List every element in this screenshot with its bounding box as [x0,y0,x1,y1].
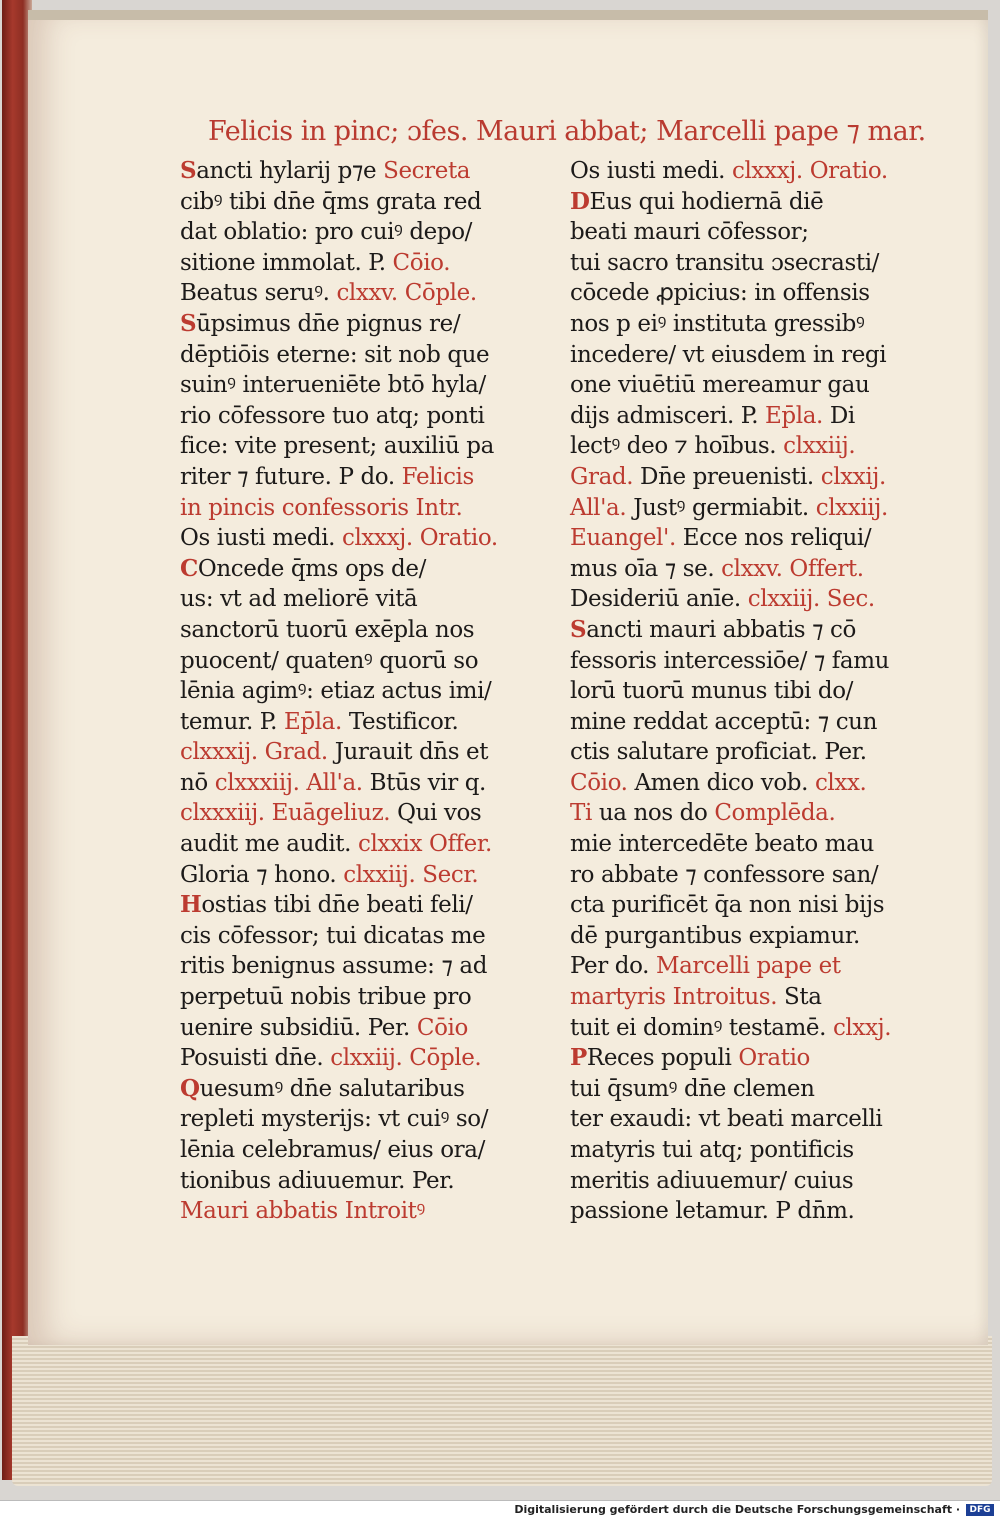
text-line [180,1196,525,1227]
text-line [570,1013,910,1044]
body-text: meritis adiuuemur/ cuius [570,1167,854,1194]
text-line [570,1166,910,1197]
text-line [180,707,525,738]
body-text: mie intercedēte beato mau [570,831,874,858]
right-text-column [570,156,910,1227]
text-line [180,1104,525,1135]
rubric-text: Secreta [383,158,471,184]
text-line [570,707,910,738]
body-text: ritis benignus assume: ⁊ ad [180,953,488,980]
rubric-text: Complēda. [714,800,836,827]
text-line [570,1135,910,1166]
body-text: fice: vite present; auxiliū pa [180,433,494,460]
rubric-text: clxx. [814,769,867,796]
body-text: ctis salutare proficiat. Per. [570,739,867,766]
initial-letter: Q [180,1074,200,1102]
text-line [570,1196,910,1227]
body-text: sanctorū tuorū exēpla nos [180,616,475,643]
body-text: Testificor. [341,708,459,735]
text-line [570,1104,910,1135]
text-line [180,890,525,921]
body-text: temur. P. [180,708,285,735]
body-text: dēptiōis eterne: sit nob que [180,341,490,368]
body-text: repleti mysterijs: vt cuiꝰ so/ [180,1106,489,1133]
rubric-text: Ep̄la. [765,402,823,429]
body-text: Dn̄e preuenisti. [633,463,821,490]
text-line [180,248,525,279]
text-line [570,340,910,371]
text-line [180,615,525,646]
text-line [180,921,525,952]
body-text: lēnia celebramus/ eius ora/ [180,1137,485,1163]
text-line [570,982,910,1013]
rubric-text: Felicis [401,463,474,490]
text-line [570,554,910,585]
body-text: mus oīa ⁊ se. [570,555,722,582]
body-text: ancti mauri abbatis ⁊ cō [586,616,856,643]
text-line [180,462,525,493]
text-line [180,523,525,554]
body-text: Eus qui hodiernā diē [589,188,824,215]
body-text: audit me audit. [180,831,358,858]
body-text: Amen dico vob. [627,769,815,796]
text-line [570,951,910,982]
initial-letter: C [180,554,198,582]
text-line [570,890,910,921]
dfg-logo: DFG [966,1504,994,1516]
initial-letter: S [180,157,197,184]
text-line [180,217,525,248]
body-text: suinꝰ interueniēte btō hyla/ [180,372,486,399]
rubric-text: clxxxiij. All'a. [214,769,363,796]
body-text: nos p eiꝰ instituta gressibꝰ [570,310,865,337]
running-header: Felicis in pinc; ɔfes. Mauri abbat; Marcelli pape ⁊ mar. [208,116,926,147]
left-text-column [180,156,525,1227]
footer-credit: Digitalisierung gefördert durch die Deutsche Forschungsgemeinschaft · [514,1503,960,1516]
body-text: ro abbate ⁊ confessore san/ [570,861,879,888]
text-line [180,860,525,891]
body-text: ancti hylarij p⁊e [196,158,384,184]
body-text: rio cōfessore tuo atq; ponti [180,402,485,429]
text-line [180,1135,525,1166]
body-text: us: vt ad meliorē vitā [180,586,418,613]
text-line [570,187,910,218]
text-line [570,860,910,891]
initial-letter: D [570,187,590,215]
body-text: Ecce nos reliqui/ [675,525,872,552]
rubric-text: clxxiij. [783,433,856,460]
text-line [570,431,910,462]
text-line [180,951,525,982]
rubric-text: Grad. [570,463,634,490]
body-text: Jurauit dn̄s et [327,739,489,766]
body-text: dijs admisceri. P. [570,402,766,429]
body-text: Btūs vir q. [362,769,486,796]
text-line [570,493,910,524]
body-text: nō [180,769,215,796]
body-text: Reces populi [586,1045,739,1072]
initial-letter: P [570,1044,587,1072]
body-text: dē purgantibus expiamur. [570,922,860,949]
text-line [570,462,910,493]
body-text: passione letamur. P dn̄m. [570,1198,855,1225]
body-text: Sta [777,984,822,1011]
rubric-text: Cōio [416,1014,468,1041]
body-text: Gloria ⁊ hono. [180,861,344,888]
rubric-text: Ep̄la. [284,708,342,735]
body-text: ostias tibi dn̄e beati feli/ [201,892,473,919]
text-line [570,829,910,860]
body-text: cis cōfessor; tui dicatas me [180,922,486,949]
text-line [570,401,910,432]
text-line [180,401,525,432]
rubric-text: martyris Introitus. [570,984,778,1011]
initial-letter: S [570,615,587,643]
rubric-text: clxxiij. Secr. [343,861,479,888]
text-line [570,1074,910,1105]
body-text: incedere/ vt eiusdem in regi [570,341,887,368]
text-line [180,676,525,707]
text-line [180,1013,525,1044]
rubric-text: Mauri abbatis Introitꝰ [180,1198,425,1225]
rubric-text: Cōio. [392,249,451,276]
digitization-footer [0,1500,1000,1520]
text-line [180,982,525,1013]
body-text: riter ⁊ future. P do. [180,463,402,490]
text-line [570,1043,910,1074]
body-text: beati mauri cōfessor; [570,219,809,246]
body-text: tionibus adiuuemur. Per. [180,1167,455,1194]
body-text: Os iusti medi. [570,158,732,184]
page-stack-edges [12,1336,992,1486]
rubric-text: clxxxj. Oratio. [731,158,888,184]
text-line [570,737,910,768]
body-text: perpetuū nobis tribue pro [180,984,472,1011]
body-text: Di [822,402,855,429]
rubric-text: clxxv. Cōple. [336,280,477,307]
body-text: Beatus seruꝰ. [180,280,337,307]
rubric-text: clxxix Offer. [357,831,492,858]
body-text: tuit ei dominꝰ testamē. [570,1014,833,1041]
text-line [570,584,910,615]
top-page-edge [28,10,988,20]
rubric-text: Euangel'. [570,525,676,552]
rubric-text: in pincis confessoris Intr. [180,494,463,521]
text-line [180,493,525,524]
rubric-text: clxxxiij. Euāgeliuz. [180,800,391,827]
text-line [570,309,910,340]
text-line [180,370,525,401]
text-line [570,798,910,829]
text-line [570,370,910,401]
body-text: cōcede ꝓpicius: in offensis [570,280,870,307]
text-line [180,340,525,371]
rubric-text: clxxiij. Cōple. [330,1045,482,1072]
body-text: one viuētiū mereamur gau [570,372,870,399]
body-text: uesumꝰ dn̄e salutaribus [199,1075,465,1102]
text-line [180,646,525,677]
body-text: Desideriū anīe. [570,586,748,613]
body-text: ūpsimus dn̄e pignus re/ [196,310,461,337]
text-line [180,737,525,768]
body-text: tui sacro transitu ɔsecrasti/ [570,249,879,276]
rubric-text: clxxij. [820,463,886,490]
body-text: sitione immolat. P. [180,249,393,276]
body-text: ua nos do [591,800,715,827]
text-line [570,615,910,646]
text-line [570,646,910,677]
body-text: lorū tuorū munus tibi do/ [570,678,854,705]
text-line [570,921,910,952]
body-text: matyris tui atq; pontificis [570,1137,854,1163]
body-text: Os iusti medi. [180,525,342,552]
rubric-text: clxxxij. Grad. [180,739,328,766]
initial-letter: H [180,891,202,919]
body-text: Per do. [570,953,656,980]
body-text: tui q̄sumꝰ dn̄e clemen [570,1075,815,1102]
body-text: puocent/ quatenꝰ quorū so [180,647,479,674]
rubric-text: clxxiij. Sec. [747,586,875,613]
text-line [180,1166,525,1197]
text-line [180,1043,525,1074]
text-line [180,1074,525,1105]
text-line [570,768,910,799]
text-line [180,829,525,860]
text-line [180,187,525,218]
rubric-text: clxxxj. Oratio. [341,525,498,552]
body-text: cta purificēt q̄a non nisi bijs [570,892,885,919]
body-text: lectꝰ deo ⁊ hoībus. [570,433,784,460]
text-line [570,217,910,248]
rubric-text: Ti [570,800,592,827]
text-line [570,248,910,279]
text-line [180,584,525,615]
text-line [180,278,525,309]
text-line [180,798,525,829]
text-line [180,431,525,462]
text-line [180,554,525,585]
body-text: Qui vos [390,800,482,827]
text-line [180,156,525,187]
text-line [570,156,910,187]
text-line [570,523,910,554]
body-text: mine reddat acceptū: ⁊ cun [570,708,877,735]
rubric-text: Oratio [738,1045,810,1072]
body-text: lēnia agimꝰ: etiaz actus imi/ [180,678,492,705]
rubric-text: All'a. [570,494,627,521]
body-text: Oncede q̄ms ops de/ [197,555,426,582]
rubric-text: Marcelli pape et [655,953,841,980]
rubric-text: Cōio. [570,769,628,796]
body-text: Posuisti dn̄e. [180,1045,331,1072]
body-text: Justꝰ germiabit. [626,494,816,521]
rubric-text: clxxj. [832,1014,892,1041]
body-text: ter exaudi: vt beati marcelli [570,1106,883,1133]
rubric-text: clxxiij. [815,494,888,521]
text-line [180,768,525,799]
rubric-text: clxxv. Offert. [721,555,864,582]
text-line [570,278,910,309]
initial-letter: S [180,309,197,337]
body-text: fessoris intercessiōe/ ⁊ famu [570,647,890,674]
body-text: uenire subsidiū. Per. [180,1014,417,1041]
text-line [180,309,525,340]
body-text: dat oblatio: pro cuiꝰ depo/ [180,219,473,246]
body-text: cibꝰ tibi dn̄e q̄ms grata red [180,188,482,215]
text-line [570,676,910,707]
